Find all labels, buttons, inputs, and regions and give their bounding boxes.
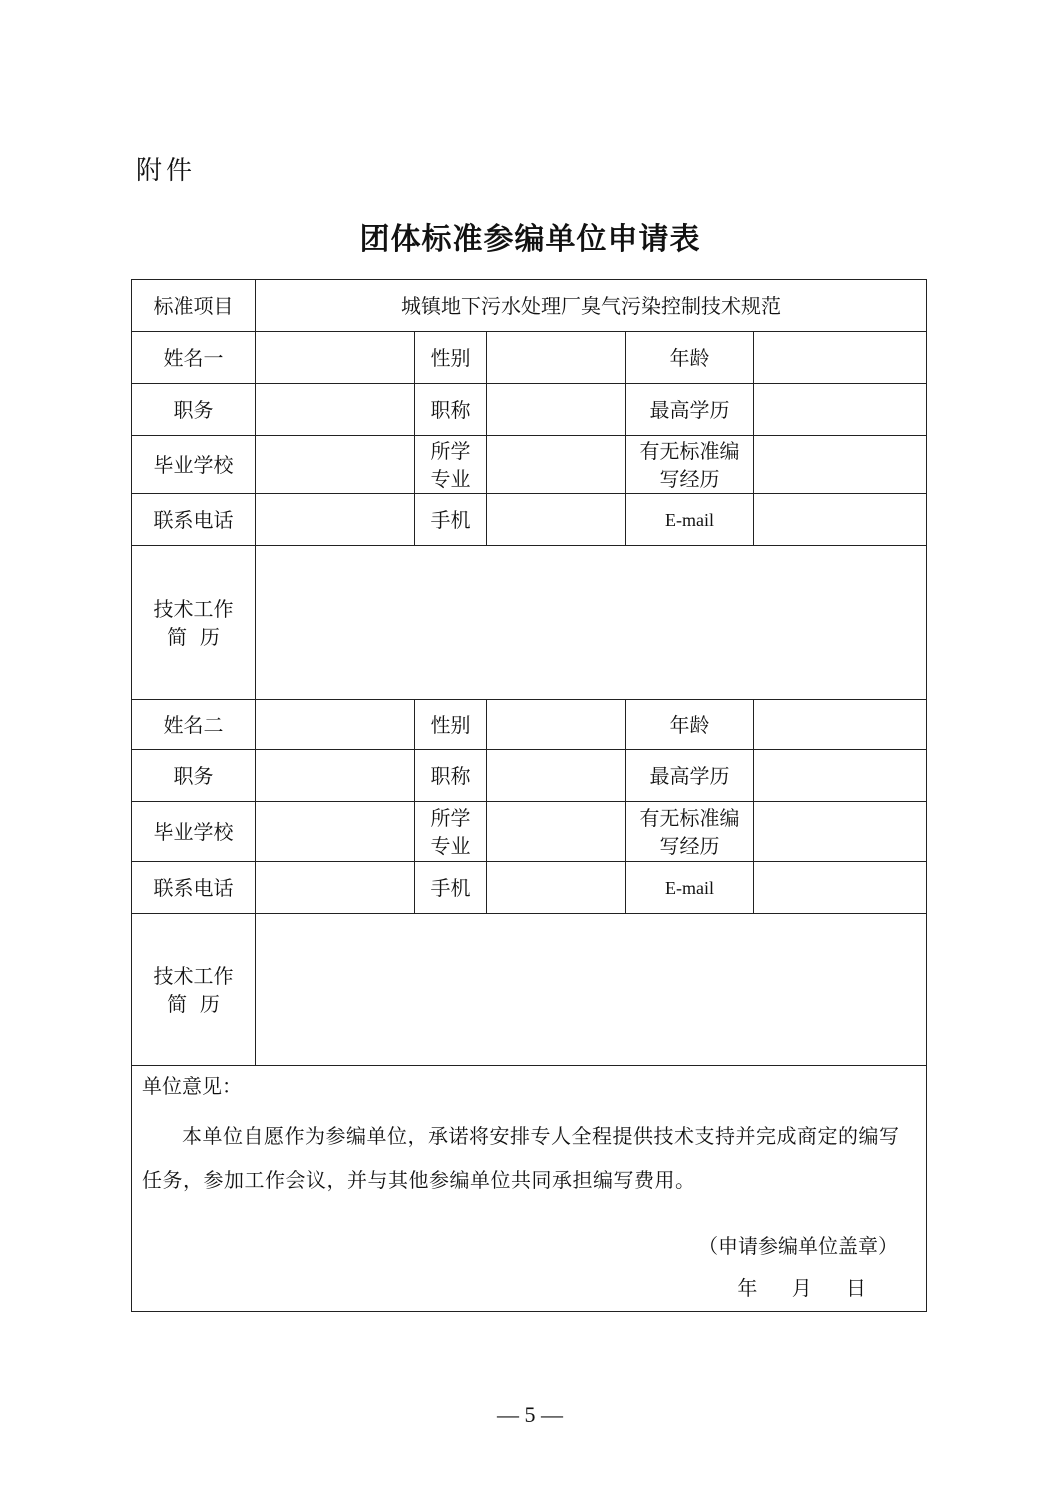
table-row: [132, 546, 927, 700]
resume1-field[interactable]: [256, 546, 927, 700]
phone2-field[interactable]: [256, 862, 415, 914]
phone1-field[interactable]: [256, 494, 415, 546]
experience1-field[interactable]: [754, 436, 927, 494]
resume1-label-line1: 技术工作: [153, 596, 234, 621]
experience1-label-line1: 有无标准编: [639, 438, 740, 463]
gender2-label: 性别: [415, 700, 487, 750]
resume1-label-line2: 简 历: [167, 624, 220, 649]
project-value: 城镇地下污水处理厂臭气污染控制技术规范: [256, 280, 927, 332]
attachment-label: 附件: [136, 156, 197, 186]
position2-field[interactable]: [256, 750, 415, 802]
experience1-label: [626, 436, 754, 494]
age1-label: 年龄: [626, 332, 754, 384]
table-row: [132, 914, 927, 1066]
mobile1-label: 手机: [415, 494, 487, 546]
name2-field[interactable]: [256, 700, 415, 750]
position1-label: 职务: [132, 384, 256, 436]
experience2-field[interactable]: [754, 802, 927, 862]
title1-label: 职称: [415, 384, 487, 436]
school1-field[interactable]: [256, 436, 415, 494]
mobile1-field[interactable]: [487, 494, 626, 546]
table-row: [132, 802, 927, 862]
table-row: [132, 436, 927, 494]
table-row: [132, 862, 927, 914]
resume1-label: [132, 546, 256, 700]
position2-label: 职务: [132, 750, 256, 802]
opinion-body: 本单位自愿作为参编单位，承诺将安排专人全程提供技术支持并完成商定的编写任务，参加工作会议，并与其他参编单位共同承担编写费用。: [142, 1124, 900, 1192]
age1-field[interactable]: [754, 332, 927, 384]
education2-field[interactable]: [754, 750, 927, 802]
phone1-label: 联系电话: [132, 494, 256, 546]
school2-field[interactable]: [256, 802, 415, 862]
page-number: — 5 —: [497, 1402, 563, 1427]
experience1-label-line2: 写经历: [659, 466, 720, 491]
table-row: [132, 1066, 927, 1312]
education2-label: 最高学历: [626, 750, 754, 802]
major1-label-line1: 所学: [430, 438, 471, 463]
resume2-label-line2: 简 历: [167, 991, 220, 1016]
email2-label: E-mail: [626, 862, 754, 914]
title2-label: 职称: [415, 750, 487, 802]
mobile2-field[interactable]: [487, 862, 626, 914]
education1-label: 最高学历: [626, 384, 754, 436]
school1-label: 毕业学校: [132, 436, 256, 494]
name1-label: 姓名一: [132, 332, 256, 384]
opinion-heading: 单位意见：: [142, 1074, 242, 1098]
date-line: 年 月 日: [737, 1276, 867, 1300]
table-row: [132, 750, 927, 802]
major1-label: [415, 436, 487, 494]
major1-label-line2: 专业: [430, 466, 471, 491]
application-form-table: [131, 279, 927, 1312]
name2-label: 姓名二: [132, 700, 256, 750]
resume2-field[interactable]: [256, 914, 927, 1066]
opinion-cell[interactable]: [132, 1066, 927, 1312]
project-label: 标准项目: [132, 280, 256, 332]
table-row: [132, 700, 927, 750]
email1-field[interactable]: [754, 494, 927, 546]
resume2-label-line1: 技术工作: [153, 963, 234, 988]
mobile2-label: 手机: [415, 862, 487, 914]
phone2-label: 联系电话: [132, 862, 256, 914]
major2-label-line2: 专业: [430, 833, 471, 858]
title2-field[interactable]: [487, 750, 626, 802]
name1-field[interactable]: [256, 332, 415, 384]
experience2-label: [626, 802, 754, 862]
seal-note: （申请参编单位盖章）: [698, 1234, 899, 1258]
resume2-label: [132, 914, 256, 1066]
school2-label: 毕业学校: [132, 802, 256, 862]
major2-label: [415, 802, 487, 862]
gender2-field[interactable]: [487, 700, 626, 750]
table-row: [132, 280, 927, 332]
education1-field[interactable]: [754, 384, 927, 436]
major2-label-line1: 所学: [430, 805, 471, 830]
position1-field[interactable]: [256, 384, 415, 436]
age2-field[interactable]: [754, 700, 927, 750]
table-row: [132, 332, 927, 384]
major1-field[interactable]: [487, 436, 626, 494]
table-row: [132, 384, 927, 436]
table-row: [132, 494, 927, 546]
age2-label: 年龄: [626, 700, 754, 750]
email2-field[interactable]: [754, 862, 927, 914]
page-title: 团体标准参编单位申请表: [359, 222, 701, 257]
gender1-label: 性别: [415, 332, 487, 384]
gender1-field[interactable]: [487, 332, 626, 384]
title1-field[interactable]: [487, 384, 626, 436]
experience2-label-line2: 写经历: [659, 833, 720, 858]
email1-label: E-mail: [626, 494, 754, 546]
experience2-label-line1: 有无标准编: [639, 805, 740, 830]
major2-field[interactable]: [487, 802, 626, 862]
